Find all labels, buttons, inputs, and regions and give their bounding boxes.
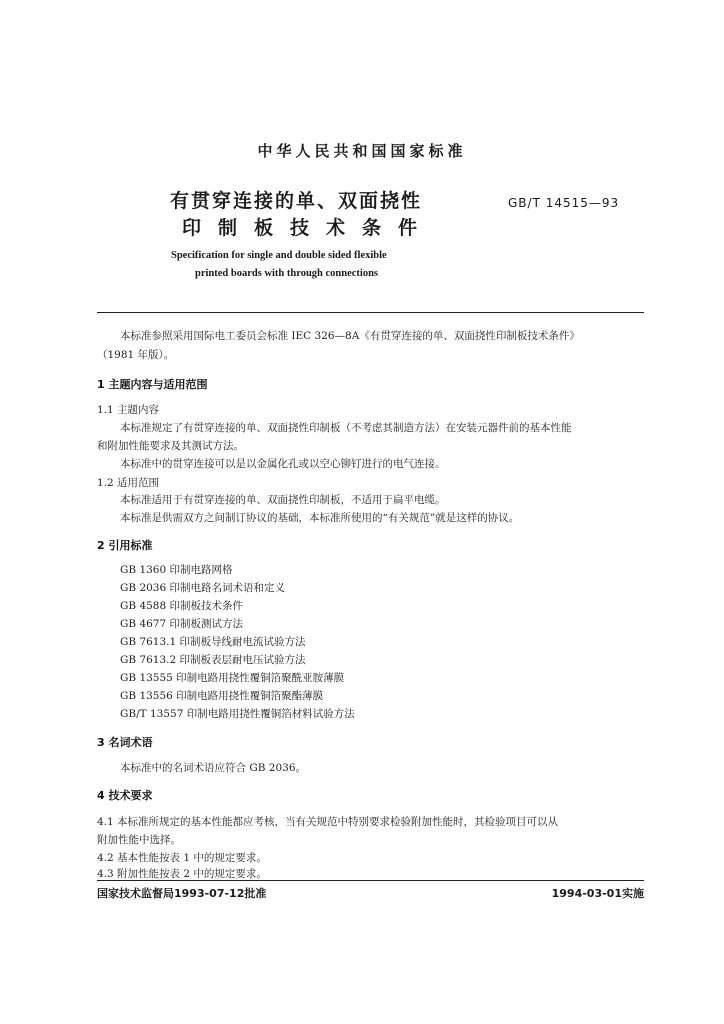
reference-item: GB 4677 印制板测试方法 — [120, 618, 244, 630]
standard-number: GB/T 14515—93 — [508, 196, 620, 210]
top-divider — [97, 312, 644, 313]
reference-item: GB 13555 印制电路用挠性覆铜箔聚酰亚胺薄膜 — [120, 672, 345, 684]
preface-line-2: （1981 年版）。 — [97, 349, 175, 361]
title-line-1: 有贯穿连接的单、双面挠性 — [170, 190, 423, 212]
section-1-2-para-1: 本标准适用于有贯穿连接的单、双面挠性印制板，不适用于扁平电缆。 — [120, 494, 446, 506]
preface-line-1: 本标准参照采用国际电工委员会标准 IEC 326—8A《有贯穿连接的单、双面挠性印制板技术条件》 — [120, 330, 580, 342]
bottom-divider — [97, 880, 644, 881]
section-4-1-line-a: 4.1 本标准所规定的基本性能都应考核，当有关规范中特别要求检验附加性能时，其检验项目可以从 — [97, 816, 559, 828]
section-1-1-heading: 1.1 主题内容 — [97, 404, 160, 416]
reference-item: GB 7613.1 印制板导线耐电流试验方法 — [120, 636, 306, 648]
national-standard-heading: 中华人民共和国国家标准 — [257, 142, 467, 160]
reference-item: GB 2036 印制电路名词术语和定义 — [120, 582, 286, 594]
english-title-line-2: printed boards with through connections — [195, 268, 379, 279]
reference-item: GB 7613.2 印制板表层耐电压试验方法 — [120, 654, 306, 666]
section-4-1-line-b: 附加性能中选择。 — [97, 834, 181, 846]
reference-item: GB/T 13557 印制电路用挠性覆铜箔材料试验方法 — [120, 708, 355, 720]
section-3-para: 本标准中的名词术语应符合 GB 2036。 — [120, 762, 307, 774]
section-1-1-para-2: 本标准中的贯穿连接可以是以金属化孔或以空心铆钉进行的电气连接。 — [120, 458, 446, 470]
reference-item: GB 1360 印制电路网格 — [120, 564, 233, 576]
section-1-2-heading: 1.2 适用范围 — [97, 477, 160, 489]
section-1-heading: 1 主题内容与适用范围 — [97, 378, 208, 391]
reference-item: GB 4588 印制板技术条件 — [120, 600, 244, 612]
section-4-3: 4.3 附加性能按表 2 中的规定要求。 — [97, 868, 267, 880]
section-3-heading: 3 名词术语 — [97, 736, 153, 749]
section-2-heading: 2 引用标准 — [97, 539, 153, 552]
title-line-2: 印制板技术条件 — [182, 217, 435, 239]
reference-item: GB 13556 印制电路用挠性覆铜箔聚酯薄膜 — [120, 690, 324, 702]
effective-date: 1994-03-01实施 — [551, 887, 644, 900]
section-1-2-para-2: 本标准是供需双方之间制订协议的基础，本标准所使用的“有关规范”就是这样的协议。 — [120, 512, 520, 524]
section-4-heading: 4 技术要求 — [97, 789, 153, 802]
approval-date: 国家技术监督局1993-07-12批准 — [97, 887, 267, 900]
section-1-1-para-1b: 和附加性能要求及其测试方法。 — [97, 440, 244, 452]
english-title-line-1: Specification for single and double sided flexible — [171, 250, 387, 261]
section-1-1-para-1a: 本标准规定了有贯穿连接的单、双面挠性印制板（不考虑其制造方法）在安装元器件前的基本性能 — [120, 422, 572, 434]
section-4-2: 4.2 基本性能按表 1 中的规定要求。 — [97, 852, 267, 864]
